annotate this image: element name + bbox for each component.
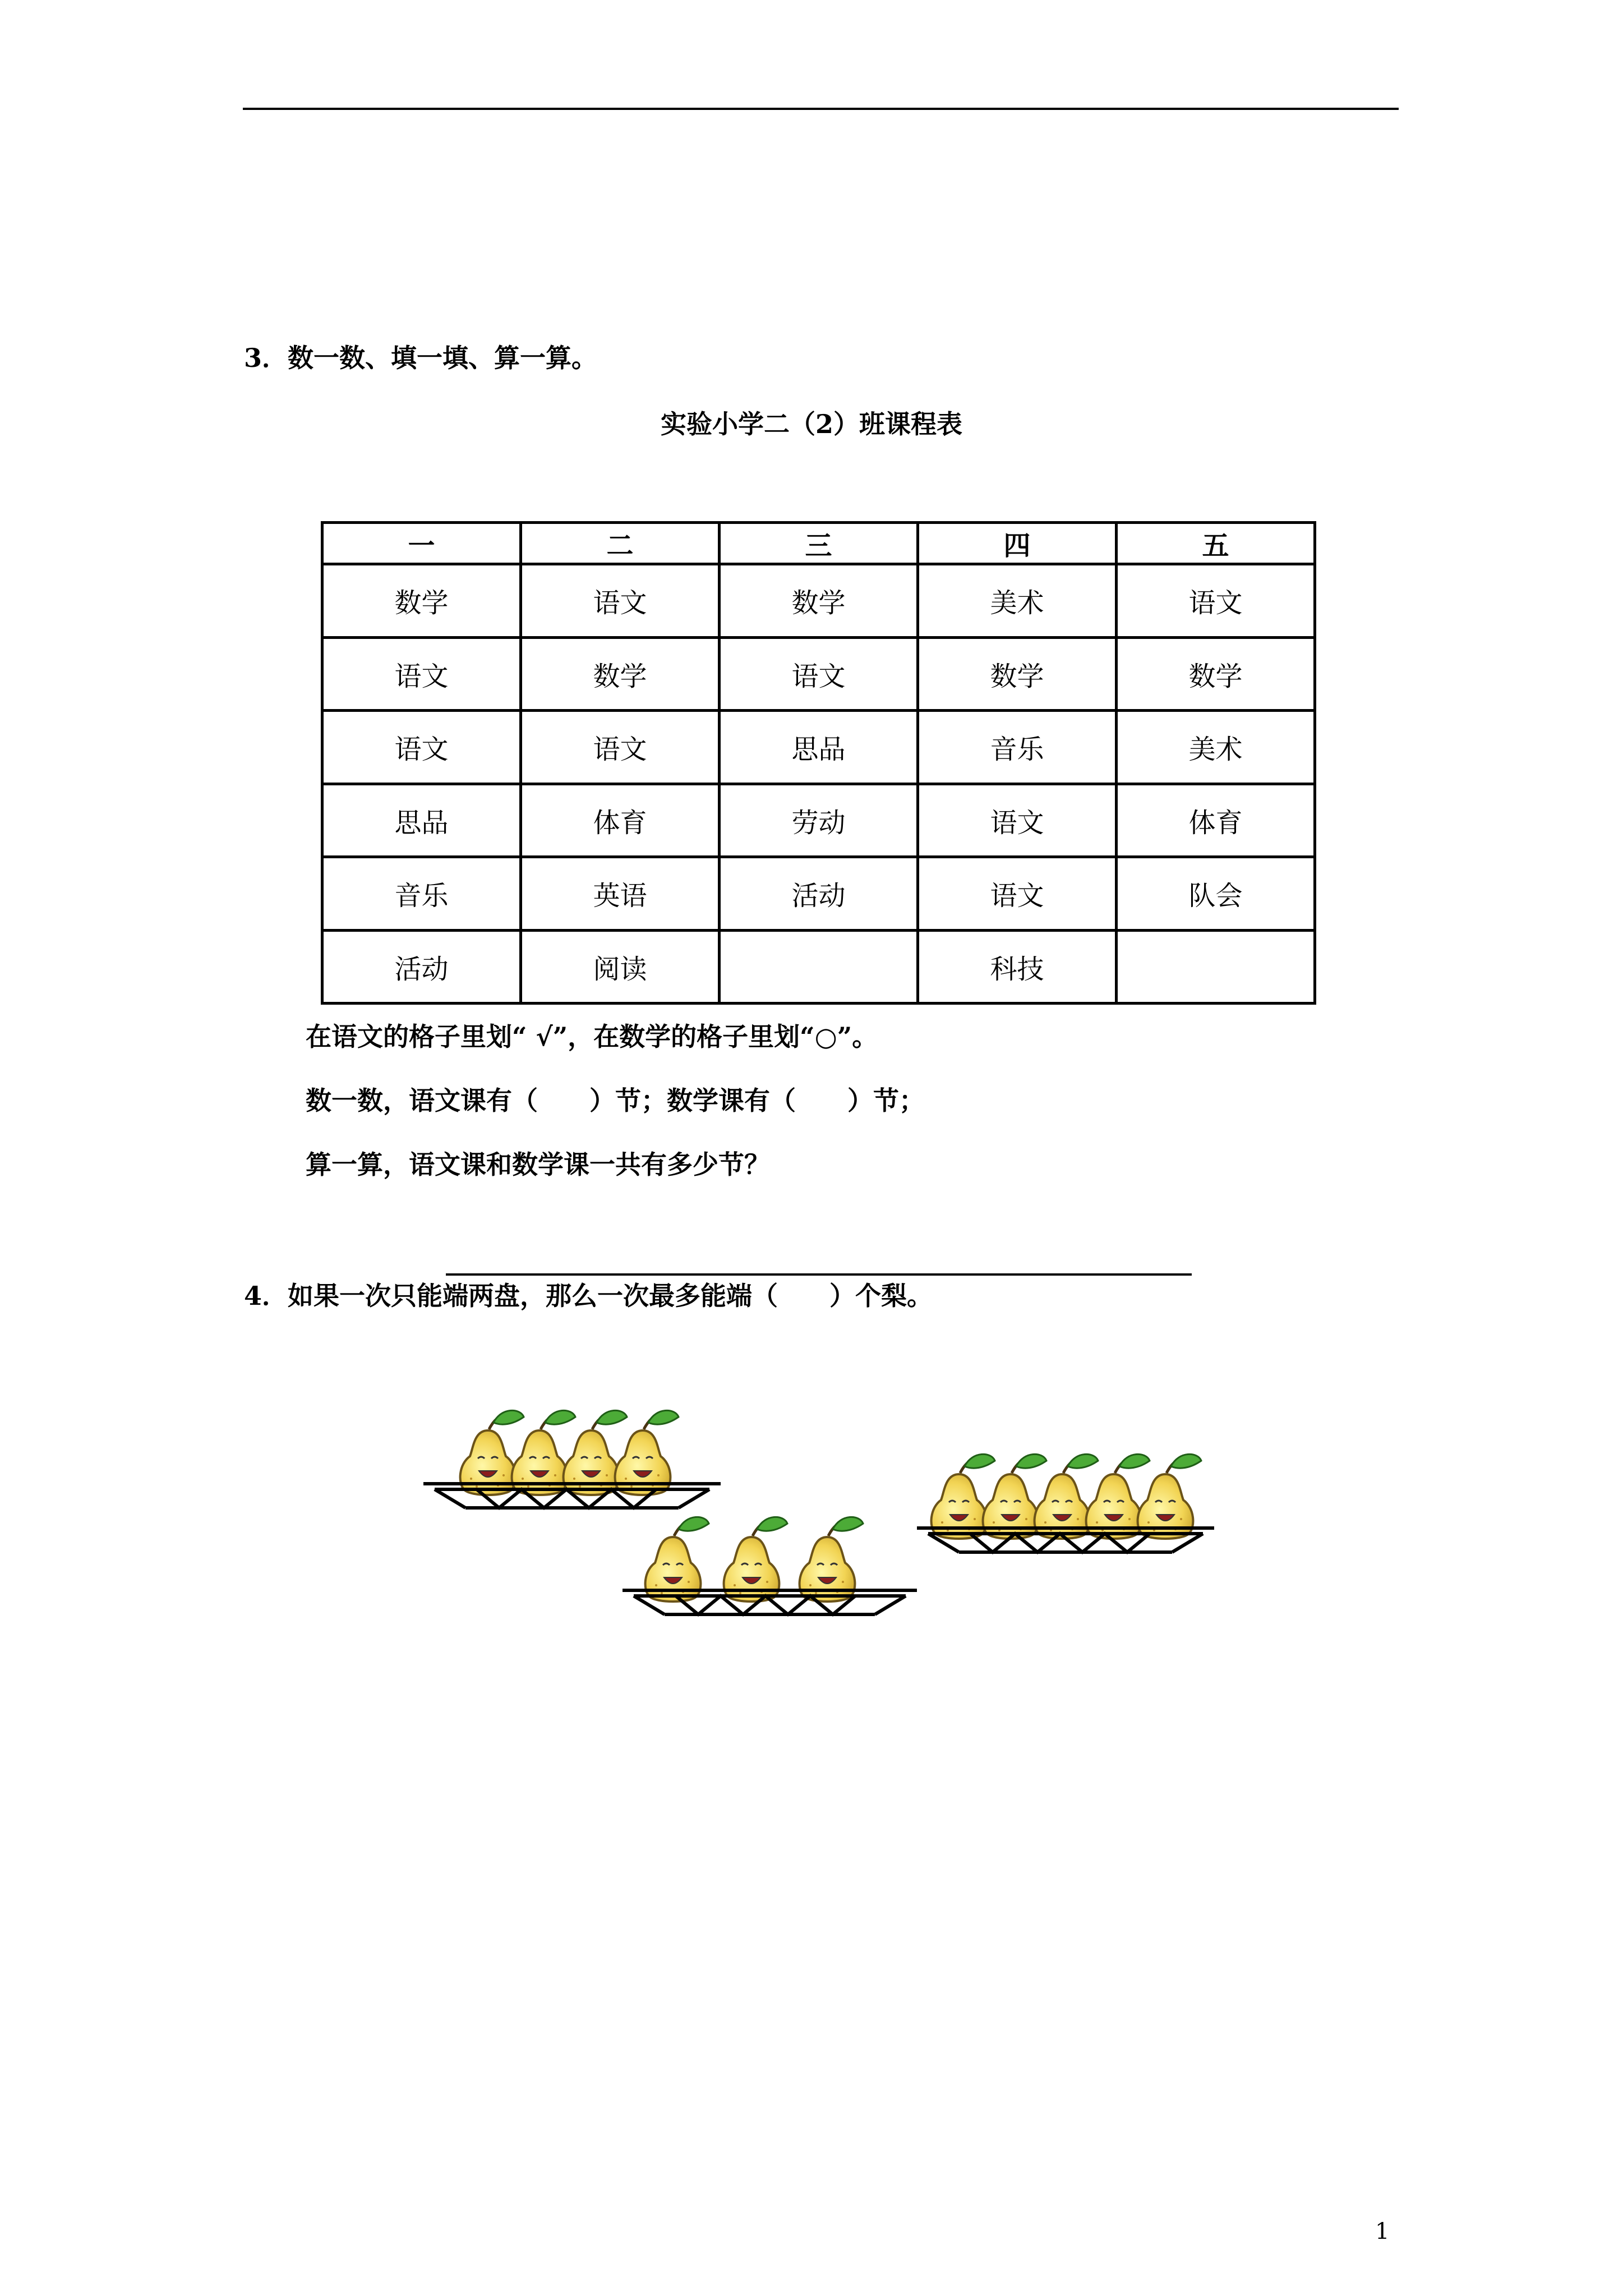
schedule-cell[interactable]: 数学 xyxy=(1117,637,1315,711)
header-cell: 三 xyxy=(720,523,918,564)
schedule-cell[interactable]: 音乐 xyxy=(322,857,521,931)
table-row xyxy=(322,857,1315,931)
table-row xyxy=(322,637,1315,711)
schedule-cell[interactable]: 音乐 xyxy=(918,711,1117,784)
plate-3 xyxy=(917,1454,1214,1552)
header-cell: 四 xyxy=(918,523,1117,564)
schedule-cell[interactable]: 语文 xyxy=(918,784,1117,857)
plate-1 xyxy=(423,1410,721,1508)
table-row xyxy=(322,930,1315,1004)
answer-line[interactable] xyxy=(446,1273,1192,1276)
schedule-cell[interactable]: 思品 xyxy=(720,711,918,784)
header-cell: 二 xyxy=(521,523,720,564)
count-prompt: 数一数，语文课有（ ）节；数学课有（ ）节； xyxy=(306,1085,925,1116)
schedule-header-row xyxy=(322,523,1315,564)
schedule-cell[interactable]: 语文 xyxy=(322,637,521,711)
page-number: 1 xyxy=(1375,2219,1390,2244)
calc-prompt: 算一算，语文课和数学课一共有多少节？ xyxy=(306,1149,770,1180)
schedule-cell[interactable]: 思品 xyxy=(322,784,521,857)
schedule-caption: 实验小学二（2）班课程表 xyxy=(660,409,962,439)
pear-icon xyxy=(1138,1454,1201,1539)
schedule-cell[interactable]: 数学 xyxy=(918,637,1117,711)
instruction-text: 在语文的格子里划“ √”，在数学的格子里划“○”。 xyxy=(306,1022,878,1052)
schedule-cell[interactable]: 科技 xyxy=(918,930,1117,1004)
schedule-cell[interactable]: 语文 xyxy=(521,711,720,784)
schedule-cell[interactable]: 英语 xyxy=(521,857,720,931)
schedule-cell[interactable]: 活动 xyxy=(720,857,918,931)
schedule-cell[interactable]: 美术 xyxy=(918,564,1117,638)
schedule-cell[interactable]: 美术 xyxy=(1117,711,1315,784)
schedule-cell[interactable]: 劳动 xyxy=(720,784,918,857)
schedule-cell[interactable]: 数学 xyxy=(521,637,720,711)
plate-2 xyxy=(623,1517,917,1614)
schedule-cell[interactable]: 语文 xyxy=(322,711,521,784)
question-4-title: 4．如果一次只能端两盘，那么一次最多能端（ ）个梨。 xyxy=(244,1281,933,1311)
header-cell: 五 xyxy=(1117,523,1315,564)
schedule-cell[interactable]: 体育 xyxy=(1117,784,1315,857)
schedule-cell[interactable]: 语文 xyxy=(1117,564,1315,638)
pear-plates-illustration xyxy=(415,1386,1234,1649)
schedule-cell[interactable]: 数学 xyxy=(322,564,521,638)
schedule-cell[interactable]: 队会 xyxy=(1117,857,1315,931)
schedule-cell[interactable]: 语文 xyxy=(720,637,918,711)
table-row xyxy=(322,564,1315,638)
schedule-cell[interactable]: 活动 xyxy=(322,930,521,1004)
schedule-cell[interactable] xyxy=(720,930,918,1004)
schedule-cell[interactable] xyxy=(1117,930,1315,1004)
table-row xyxy=(322,711,1315,784)
schedule-cell[interactable]: 语文 xyxy=(918,857,1117,931)
question-3-title: 3．数一数、填一填、算一算。 xyxy=(244,343,598,373)
schedule-cell[interactable]: 阅读 xyxy=(521,930,720,1004)
header-cell: 一 xyxy=(322,523,521,564)
table-row xyxy=(322,784,1315,857)
schedule-cell[interactable]: 体育 xyxy=(521,784,720,857)
header-rule xyxy=(243,108,1399,110)
schedule-cell[interactable]: 语文 xyxy=(521,564,720,638)
class-schedule-table xyxy=(321,521,1316,1005)
schedule-cell[interactable]: 数学 xyxy=(720,564,918,638)
